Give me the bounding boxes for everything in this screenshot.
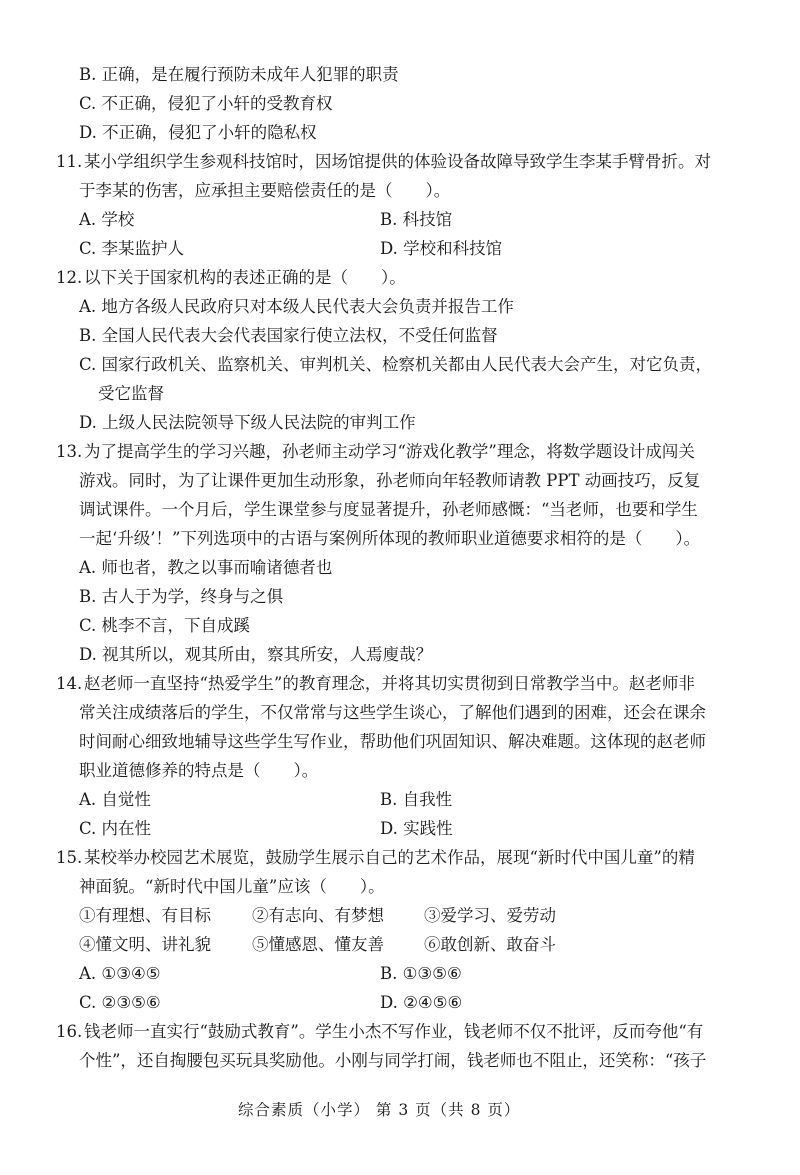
q13-stem-line: 一起‘升级’！”下列选项中的古语与案例所体现的教师职业道德要求相符的是（ ）。 xyxy=(79,529,701,548)
q13-stem-line: 游戏。同时，为了让课件更加生动形象，孙老师向年轻教师请教 PPT 动画技巧，反复 xyxy=(79,471,701,490)
q15-option-a: A. ①③④⑤ xyxy=(79,964,161,983)
q10-option-d: D. 不正确，侵犯了小轩的隐私权 xyxy=(79,123,317,142)
page-footer: 综合素质（小学） 第 3 页（共 8 页） xyxy=(238,1101,521,1119)
q14-option-c: C. 内在性 xyxy=(79,819,152,838)
q13-option-a: A. 师也者，教之以事而喻诸德者也 xyxy=(79,558,333,577)
q15-item: ⑥敢创新、敢奋斗 xyxy=(424,935,556,954)
q15-option-d: D. ②④⑤⑥ xyxy=(380,993,463,1012)
q14-option-b: B. 自我性 xyxy=(380,790,453,809)
q14-stem-line: 职业道德修养的特点是（ ）。 xyxy=(79,761,319,780)
q10-option-c: C. 不正确，侵犯了小轩的受教育权 xyxy=(79,94,333,113)
q11-number: 11. xyxy=(56,152,83,171)
q11-option-c: C. 李某监护人 xyxy=(79,239,185,258)
q16-stem-line: 个性”，还自掏腰包买玩具奖励他。小刚与同学打闹，钱老师也不阻止，还笑称：“孩子 xyxy=(79,1051,707,1070)
q15-stem-line: 神面貌。“新时代中国儿童”应该（ ）。 xyxy=(79,877,385,896)
q15-number: 15. xyxy=(56,848,83,867)
q12-option-a: A. 地方各级人民政府只对本级人民代表大会负责并报告工作 xyxy=(79,297,514,316)
q13-option-c: C. 桃李不言，下自成蹊 xyxy=(79,616,251,635)
q10-option-b: B. 正确，是在履行预防未成年人犯罪的职责 xyxy=(79,65,399,84)
q14-option-d: D. 实践性 xyxy=(380,819,453,838)
q15-item: ②有志向、有梦想 xyxy=(252,906,384,925)
q12-number: 12. xyxy=(56,268,83,287)
q16-number: 16. xyxy=(56,1022,83,1041)
q15-option-c: C. ②③⑤⑥ xyxy=(79,993,161,1012)
q15-item: ①有理想、有目标 xyxy=(79,906,211,925)
q15-item: ⑤懂感恩、懂友善 xyxy=(252,935,384,954)
q14-number: 14. xyxy=(56,674,83,693)
q11-option-b: B. 科技馆 xyxy=(380,210,453,229)
q12-option-c: C. 国家行政机关、监察机关、审判机关、检察机关都由人民代表大会产生，对它负责， xyxy=(79,355,713,374)
q13-option-b: B. 古人于为学，终身与之俱 xyxy=(79,587,284,606)
q14-stem-line: 时间耐心细致地辅导这些学生写作业，帮助他们巩固知识、解决难题。这体现的赵老师 xyxy=(79,732,706,751)
q16-stem-line: 钱老师一直实行“鼓励式教育”。学生小杰不写作业，钱老师不仅不批评，反而夸他“有 xyxy=(84,1022,704,1041)
q12-option-d: D. 上级人民法院领导下级人民法院的审判工作 xyxy=(79,413,416,432)
q15-stem-line: 某校举办校园艺术展览，鼓励学生展示自己的艺术作品，展现“新时代中国儿童”的精 xyxy=(84,848,695,867)
q13-number: 13. xyxy=(56,442,83,461)
q12-option-c-cont: 受它监督 xyxy=(98,384,164,403)
q15-option-b: B. ①③⑤⑥ xyxy=(380,964,462,983)
q11-stem-line: 某小学组织学生参观科技馆时，因场馆提供的体验设备故障导致学生李某手臂骨折。对 xyxy=(84,152,711,171)
q14-stem-line: 赵老师一直坚持“热爱学生”的教育理念，并将其切实贯彻到日常教学当中。赵老师非 xyxy=(84,674,695,693)
q11-option-a: A. 学校 xyxy=(79,210,135,229)
q13-option-d: D. 视其所以，观其所由，察其所安，人焉廋哉？ xyxy=(79,645,433,664)
q11-stem-line: 于李某的伤害，应承担主要赔偿责任的是（ ）。 xyxy=(79,181,451,200)
q13-stem-line: 调试课件。一个月后，学生课堂参与度显著提升，孙老师感慨：“当老师，也要和学生 xyxy=(79,500,698,519)
q14-stem-line: 常关注成绩落后的学生，不仅常常与这些学生谈心，了解他们遇到的困难，还会在课余 xyxy=(79,703,706,722)
q14-option-a: A. 自觉性 xyxy=(79,790,151,809)
q15-item: ③爱学习、爱劳动 xyxy=(424,906,556,925)
q15-item: ④懂文明、讲礼貌 xyxy=(79,935,211,954)
q11-option-d: D. 学校和科技馆 xyxy=(380,239,503,258)
q13-stem-line: 为了提高学生的学习兴趣，孙老师主动学习“游戏化教学”理念，将数学题设计成闯关 xyxy=(84,442,695,461)
q12-stem-line: 以下关于国家机构的表述正确的是（ ）。 xyxy=(84,268,406,287)
q12-option-b: B. 全国人民代表大会代表国家行使立法权，不受任何监督 xyxy=(79,326,498,345)
